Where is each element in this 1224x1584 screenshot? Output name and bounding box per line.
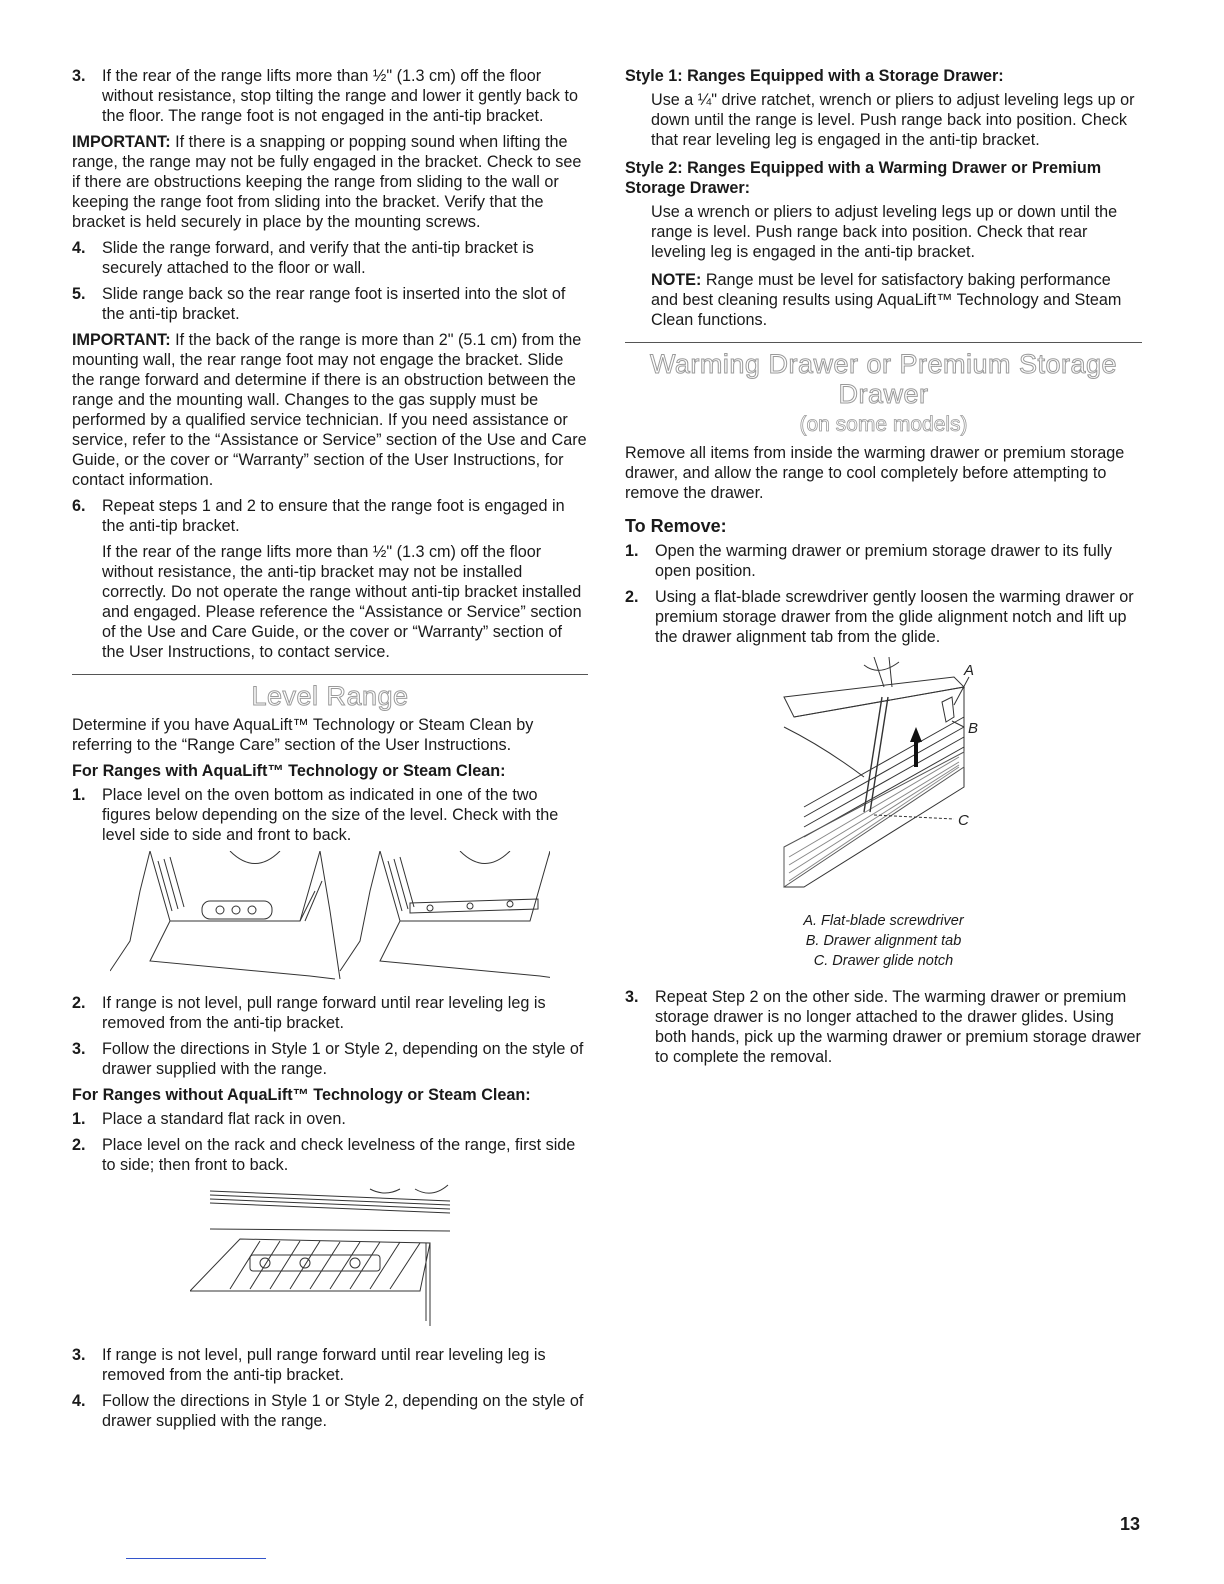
step-text: Using a flat-blade screwdriver gently loosen the warming drawer or premium storage drawer from the glide alignment notch and lift up the drawer alignment tab from the glide.: [655, 588, 1134, 646]
without-step-3: [72, 1345, 588, 1385]
step-text: Slide the range forward, and verify that the anti-tip bracket is securely attached to the floor or wall.: [102, 239, 534, 277]
with-step-2: [72, 993, 588, 1033]
step-text: Follow the directions in Style 1 or Style 2, depending on the style of drawer supplied with the range.: [102, 1392, 584, 1430]
remove-step-1: [625, 541, 1142, 581]
page-number: 13: [1120, 1514, 1141, 1534]
step-6: [72, 496, 588, 536]
caption-a: A. Flat-blade screwdriver: [803, 913, 964, 929]
without-step-1: [72, 1109, 588, 1129]
warming-drawer-subtitle: (on some models): [799, 413, 968, 436]
with-step-1: [72, 785, 588, 845]
step-number: 3.: [72, 67, 86, 85]
step-number: 3.: [72, 1346, 86, 1364]
step-text: Slide range back so the rear range foot is inserted into the slot of the anti-tip bracket.: [102, 285, 566, 323]
section-divider: [72, 674, 588, 675]
label-c: C: [957, 812, 969, 829]
oven-level-figure: [110, 851, 550, 981]
warming-drawer-title-line-2: Drawer: [838, 379, 929, 409]
note: [651, 270, 1142, 330]
step-text: Follow the directions in Style 1 or Style 2, depending on the style of drawer supplied with the range.: [102, 1040, 584, 1078]
important-text: If there is a snapping or popping sound when lifting the range, the range may not be fully engaged in the bracket. Check to see if there are obstructions keeping the range from sliding to the wall or keeping the range foot from sliding into the bracket. Verify that the bracket is held securely in place by the mounting screws.: [72, 133, 582, 231]
oven-figure-right: [340, 851, 550, 979]
caption-b: B. Drawer alignment tab: [805, 933, 962, 949]
left-column: [72, 66, 588, 1437]
step-number: 4.: [72, 239, 86, 257]
step-number: 1.: [625, 542, 639, 560]
important-label: IMPORTANT:: [72, 331, 171, 349]
step-text: Repeat Step 2 on the other side. The warming drawer or premium storage drawer is no longer attached to the drawer glides. Using both hands, pick up the warming drawer or premium storage drawer to complete the removal.: [655, 988, 1141, 1066]
oven-figure-left: [110, 851, 340, 979]
step-text: Repeat steps 1 and 2 to ensure that the range foot is engaged in the anti-tip bracket.: [102, 497, 565, 535]
footer-line: [126, 1558, 266, 1559]
with-aqualift-heading: For Ranges with AquaLift™ Technology or Steam Clean:: [72, 762, 506, 780]
drawer-removal-figure: [764, 657, 1004, 897]
level-range-title: Level Range: [251, 681, 409, 711]
step-number: 1.: [72, 1110, 86, 1128]
step-number: 2.: [72, 994, 86, 1012]
step-4: [72, 238, 588, 278]
warming-drawer-title-line-1: Warming Drawer or Premium Storage: [649, 349, 1118, 379]
warming-intro: Remove all items from inside the warming drawer or premium storage drawer, and allow the range to cool completely before attempting to remove the drawer.: [625, 444, 1125, 502]
without-aqualift-heading: For Ranges without AquaLift™ Technology or Steam Clean:: [72, 1086, 531, 1104]
style-1-heading: Style 1: Ranges Equipped with a Storage Drawer:: [625, 67, 1004, 85]
step-text: Place level on the oven bottom as indicated in one of the two figures below depending on the size of the level. Check with the level side to side and front to back.: [102, 786, 559, 844]
rack-level-figure: [190, 1181, 470, 1331]
important-note-1: [72, 132, 588, 232]
step-number: 3.: [625, 988, 639, 1006]
step-text: Place a standard flat rack in oven.: [102, 1110, 346, 1128]
without-step-4: [72, 1391, 588, 1431]
with-step-3: [72, 1039, 588, 1079]
step-text: Open the warming drawer or premium storage drawer to its fully open position.: [655, 542, 1113, 580]
up-arrow-icon: [910, 727, 922, 767]
style-1-text: Use a ¼" drive ratchet, wrench or pliers to adjust leveling legs up or down until the range is level. Push range back into position. Check that rear leveling leg is engaged in the anti-tip bracket.: [651, 91, 1135, 149]
important-label: IMPORTANT:: [72, 133, 171, 151]
step-6-detail: If the rear of the range lifts more than ½" (1.3 cm) off the floor without resistance, the anti-tip bracket may not be installed correctly. Do not operate the range without anti-tip bracket installed and engaged. Please reference the “Assistance or Service” section of the Use and Care Guide, or the cover or “Warranty” section of the User Instructions, to contact service.: [102, 543, 582, 661]
step-number: 6.: [72, 497, 86, 515]
level-intro: Determine if you have AquaLift™ Technology or Steam Clean by referring to the “Range Care” section of the User Instructions.: [72, 716, 534, 754]
step-3-top: [72, 66, 588, 126]
important-text: If the back of the range is more than 2" (5.1 cm) from the mounting wall, the rear range foot may not engage the bracket. Slide the range forward and determine if there is an obstruction between the range and the mounting wall. Changes to the gas supply must be performed by a qualified service technician. If you need assistance or service, refer to the “Assistance or Service” section of the Use and Care Guide, or the cover or “Warranty” section of the User Instructions, for contact information.: [72, 331, 587, 489]
remove-step-3: [625, 987, 1142, 1067]
remove-step-2: [625, 587, 1142, 647]
step-number: 4.: [72, 1392, 86, 1410]
style-2-heading: Style 2: Ranges Equipped with a Warming Drawer or Premium Storage Drawer:: [625, 159, 1102, 197]
caption-c: C. Drawer glide notch: [813, 953, 954, 969]
step-text: If range is not level, pull range forward until rear leveling leg is removed from the anti-tip bracket.: [102, 994, 546, 1032]
to-remove-heading: To Remove:: [625, 516, 727, 536]
step-text: If range is not level, pull range forward until rear leveling leg is removed from the anti-tip bracket.: [102, 1346, 546, 1384]
section-divider: [625, 342, 1142, 343]
label-a: A: [963, 662, 974, 679]
step-number: 5.: [72, 285, 86, 303]
step-text: If the rear of the range lifts more than ½" (1.3 cm) off the floor without resistance, stop tilting the range and lower it gently back to the floor. The range foot is not engaged in the anti-tip bracket.: [102, 67, 578, 125]
step-number: 3.: [72, 1040, 86, 1058]
note-label: NOTE:: [651, 271, 702, 289]
step-number: 1.: [72, 786, 86, 804]
step-number: 2.: [72, 1136, 86, 1154]
note-text: Range must be level for satisfactory baking performance and best cleaning results using AquaLift™ Technology and Steam Clean functions.: [651, 271, 1122, 329]
style-2-text: Use a wrench or pliers to adjust leveling legs up or down until the range is level. Push range back into position. Check that rear leveling leg is engaged in the anti-tip bracket.: [651, 203, 1118, 261]
step-5: [72, 284, 588, 324]
step-text: Place level on the rack and check levelness of the range, first side to side; then front to back.: [102, 1136, 576, 1174]
without-step-2: [72, 1135, 588, 1175]
important-note-2: [72, 330, 588, 490]
label-b: B: [967, 720, 978, 737]
step-number: 2.: [625, 588, 639, 606]
right-column: [625, 66, 1142, 1073]
